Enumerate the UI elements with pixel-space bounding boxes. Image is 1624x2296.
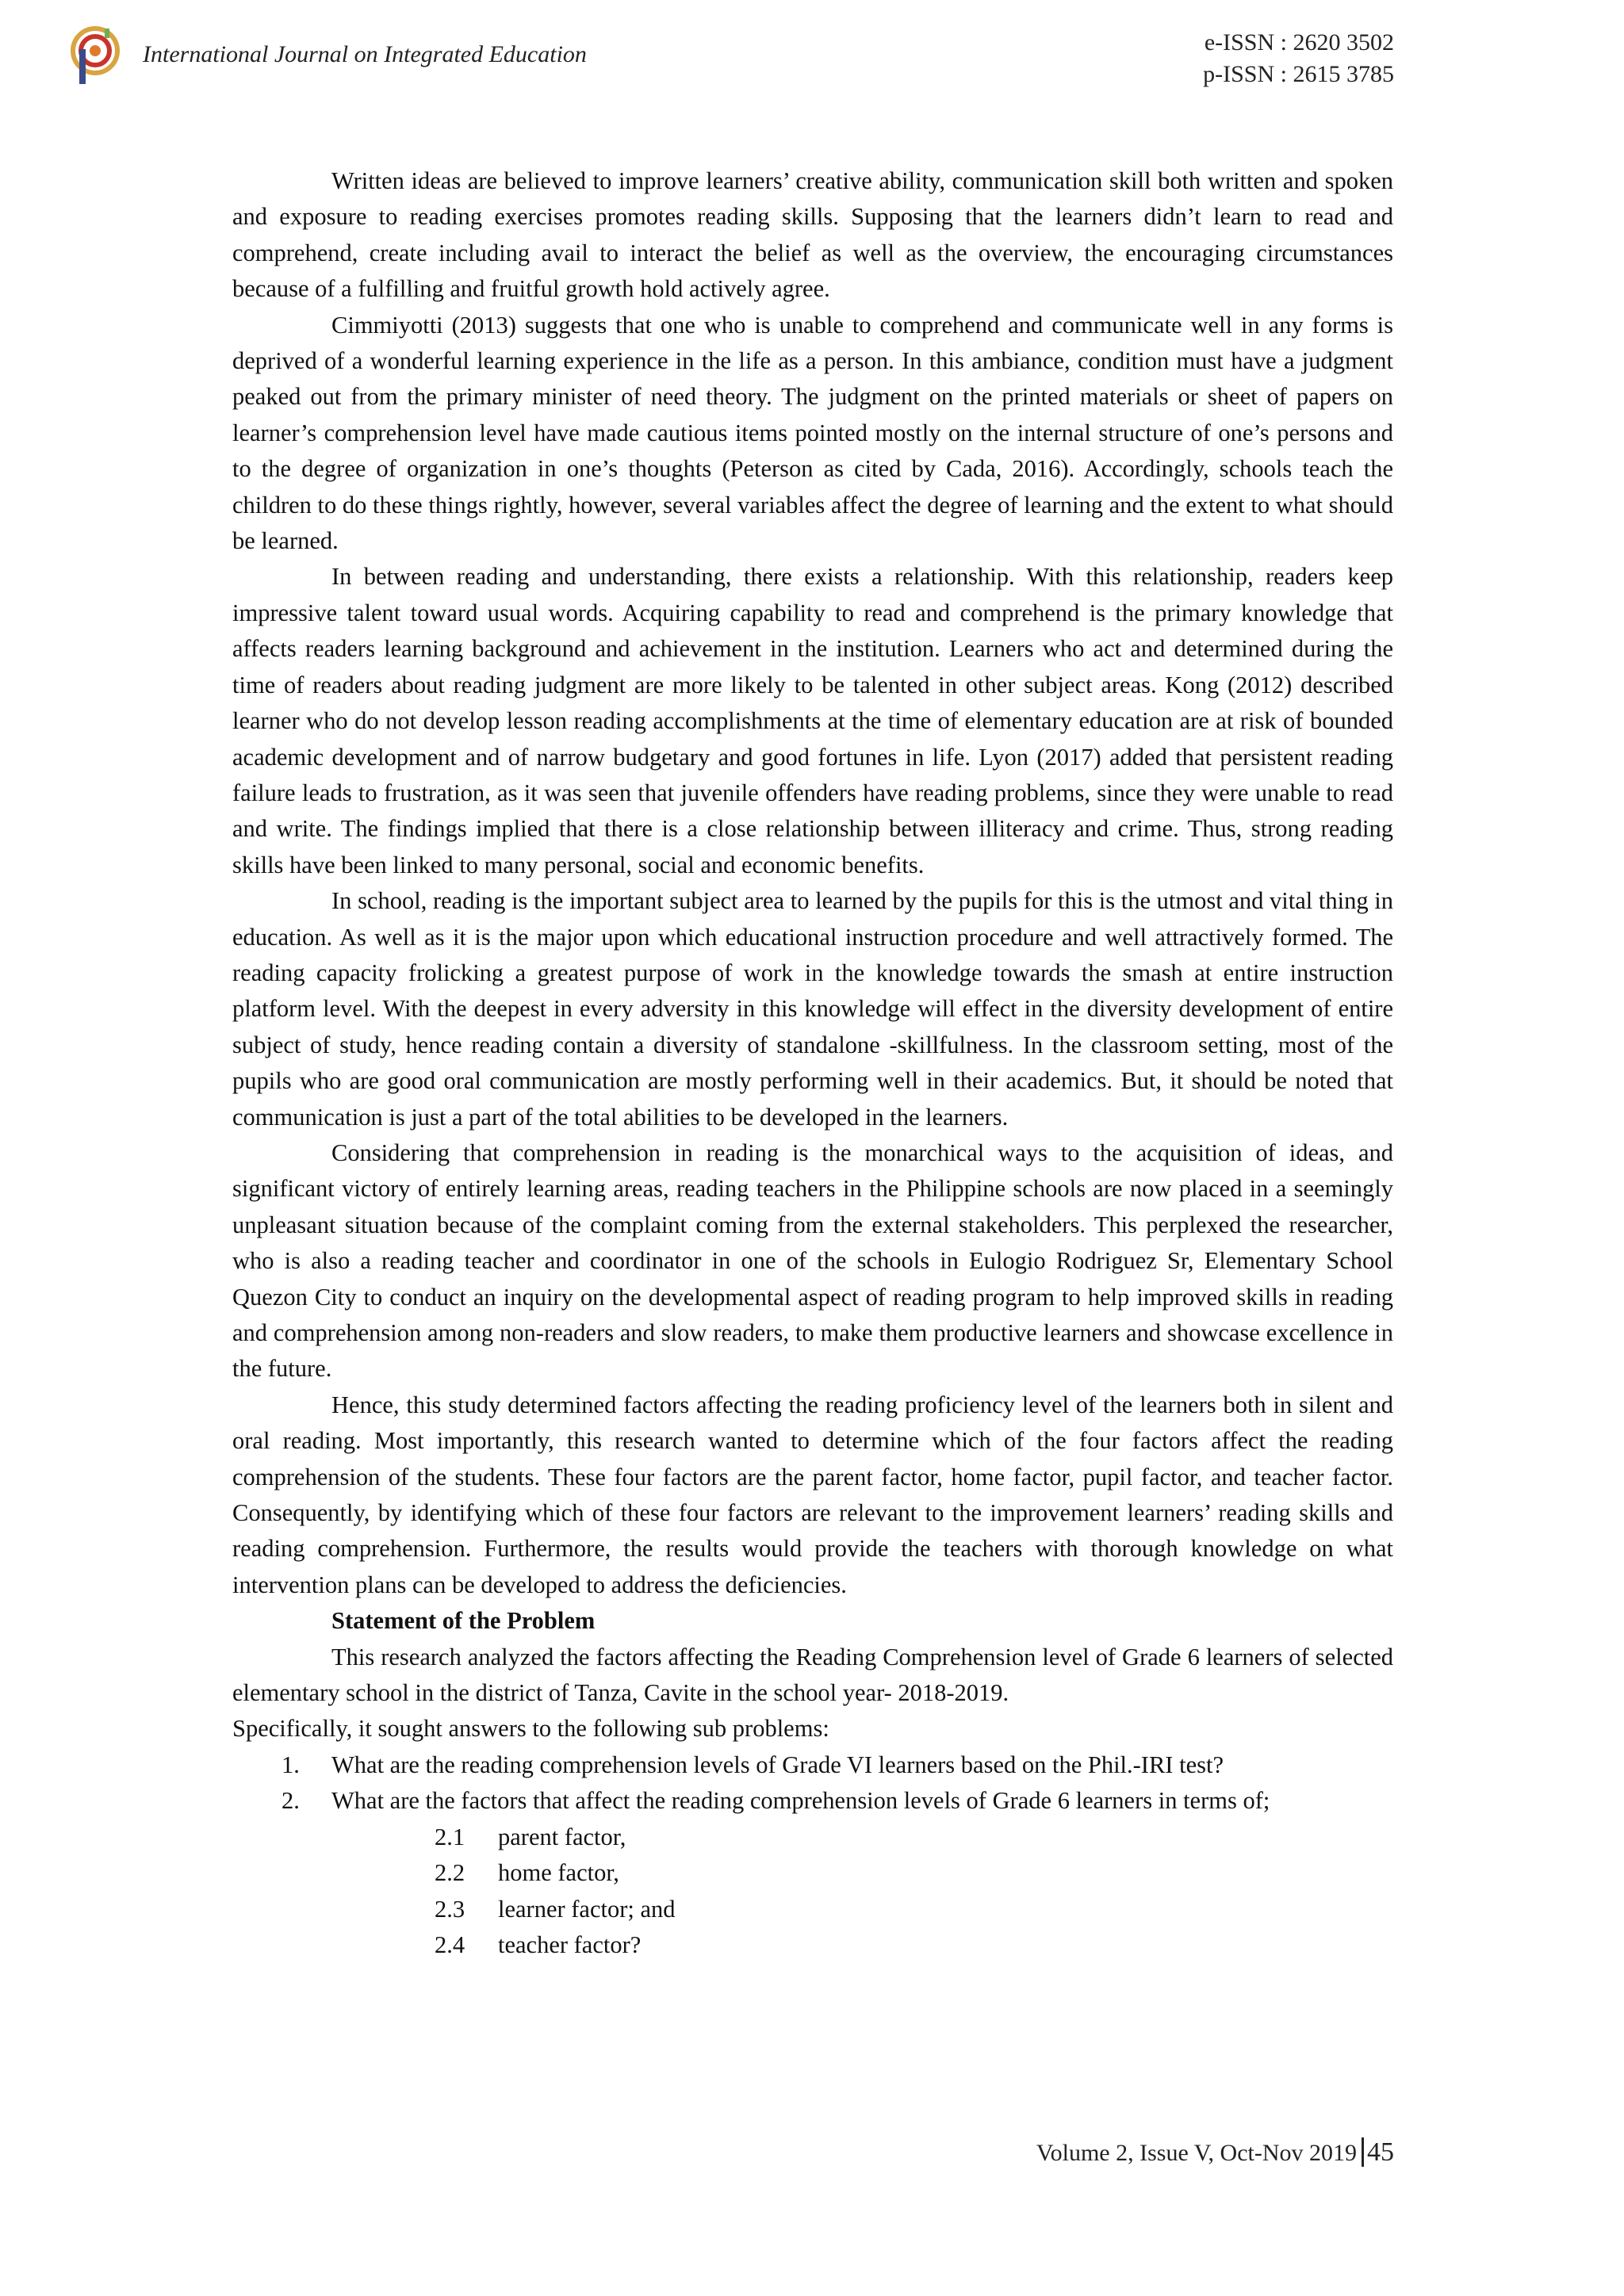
sub-number: 2.2 (435, 1859, 465, 1887)
sub-item (232, 1820, 1393, 1855)
section-heading: Statement of the Problem (331, 1607, 596, 1635)
sub-item (232, 1927, 1393, 1963)
sub-item (232, 1892, 1393, 1927)
paragraph: Cimmiyotti (2013) suggests that one who is unable to comprehend and communicate well in any forms is deprived of a wonderful learning experience in the life as a person. In this ambiance, condition must have a judgment peaked out from the primary minister of need theory. The judgment on the printed materials or sheet of papers on learner’s comprehension level have made cautious items pointed mostly on the internal structure of one’s persons and to the degree of organization in one’s thoughts (Peterson as cited by Cada, 2016). Accordingly, schools teach the children to do these things rightly, however, several variables affect the degree of learning and the extent to what should be learned. (232, 311, 1393, 555)
list-number: 2. (282, 1787, 300, 1815)
sub-text: teacher factor? (498, 1931, 642, 1958)
sub-number: 2.4 (435, 1931, 465, 1958)
paragraph: In between reading and understanding, there exists a relationship. With this relationship, readers keep impressive talent toward usual words. Acquiring capability to read and comprehend is the primary knowledge that affects readers learning background and achievement in the institution. Learners who act and determined during the time of readers about reading judgment are more likely to be talented in other subject areas. Kong (2012) described learner who do not develop lesson reading accomplishments at the time of elementary education are at risk of bounded academic development and of narrow budgetary and good fortunes in life. Lyon (2017) added that persistent reading failure leads to frustration, as it was seen that juvenile offenders have reading problems, since they were unable to read and write. The findings implied that there is a close relationship between illiteracy and crime. Thus, strong reading skills have been linked to many personal, social and economic benefits. (232, 563, 1393, 878)
section-intro-specific: Specifically, it sought answers to the following sub problems: (232, 1715, 829, 1743)
paragraph: Considering that comprehension in reading is the monarchical ways to the acquisition of ideas, and significant victory of entirely learning areas, reading teachers in the Philippine schools are now placed in a seemingly unpleasant situation because of the complaint coming from the external stakeholders. This perplexed the researcher, who is also a reading teacher and coordinator in one of the schools in Eulogio Rodriguez Sr, Elementary School Quezon City to conduct an inquiry on the developmental aspect of reading program to help improved skills in reading and comprehension among non-readers and slow readers, to make them productive learners and showcase excellence in the future. (232, 1138, 1393, 1383)
page-footer (1036, 2137, 1394, 2168)
volume-info: Volume 2, Issue V, Oct-Nov 2019 (1036, 2140, 1357, 2166)
list-item (232, 1747, 1393, 1783)
sub-text: home factor, (498, 1859, 619, 1887)
sub-item (232, 1855, 1393, 1891)
journal-logo-icon (68, 22, 125, 87)
problem-list (232, 1747, 1393, 1820)
article-body (232, 163, 1393, 1963)
factor-list (232, 1820, 1393, 1964)
eissn: e-ISSN : 2620 3502 (1204, 29, 1394, 55)
list-number: 1. (282, 1751, 300, 1778)
list-text: What are the reading comprehension levels of Grade VI learners based on the Phil.-IRI test? (331, 1751, 1224, 1778)
journal-title: International Journal on Integrated Education (143, 41, 587, 67)
paragraph: Written ideas are believed to improve learners’ creative ability, communication skill both written and spoken and exposure to reading exercises promotes reading skills. Supposing that the learners didn’t learn to read and comprehend, create including avail to interact the belief as well as the overview, the encouraging circumstances because of a fulfilling and fruitful growth hold actively agree. (232, 167, 1393, 303)
paragraph: In school, reading is the important subject area to learned by the pupils for this is the utmost and vital thing in education. As well as it is the major upon which educational instruction procedure and well attractively formed. The reading capacity frolicking a greatest purpose of work in the knowledge towards the smash at entire instruction platform level. With the deepest in every adversity in this knowledge will effect in the diversity development of entire subject of study, hence reading contain a diversity of standalone -skillfulness. In the classroom setting, most of the pupils who are good oral communication are mostly performing well in their academics. But, it should be noted that communication is just a part of the total abilities to be developed in the learners. (232, 887, 1393, 1131)
list-text: What are the factors that affect the reading comprehension levels of Grade 6 learners in terms of; (331, 1787, 1270, 1815)
sub-number: 2.3 (435, 1895, 465, 1923)
page-number: 45 (1362, 2137, 1394, 2167)
issn-block (1203, 27, 1394, 90)
sub-text: learner factor; and (498, 1895, 676, 1923)
sub-text: parent factor, (498, 1823, 626, 1850)
section-intro: This research analyzed the factors affecting the Reading Comprehension level of Grade 6 learners of selected elementary school in the district of Tanza, Cavite in the school year- 2018-2019. (232, 1643, 1393, 1707)
pissn: p-ISSN : 2615 3785 (1203, 61, 1394, 87)
paragraph: Hence, this study determined factors affecting the reading proficiency level of the learners both in silent and oral reading. Most importantly, this research wanted to determine which of the four factors affect the reading comprehension of the students. These four factors are the parent factor, home factor, pupil factor, and teacher factor. Consequently, by identifying which of these four factors are relevant to the improvement learners’ reading skills and reading comprehension. Furthermore, the results would provide the teachers with thorough knowledge on what intervention plans can be developed to address the deficiencies. (232, 1391, 1393, 1598)
list-item (232, 1783, 1393, 1819)
sub-number: 2.1 (435, 1823, 465, 1850)
